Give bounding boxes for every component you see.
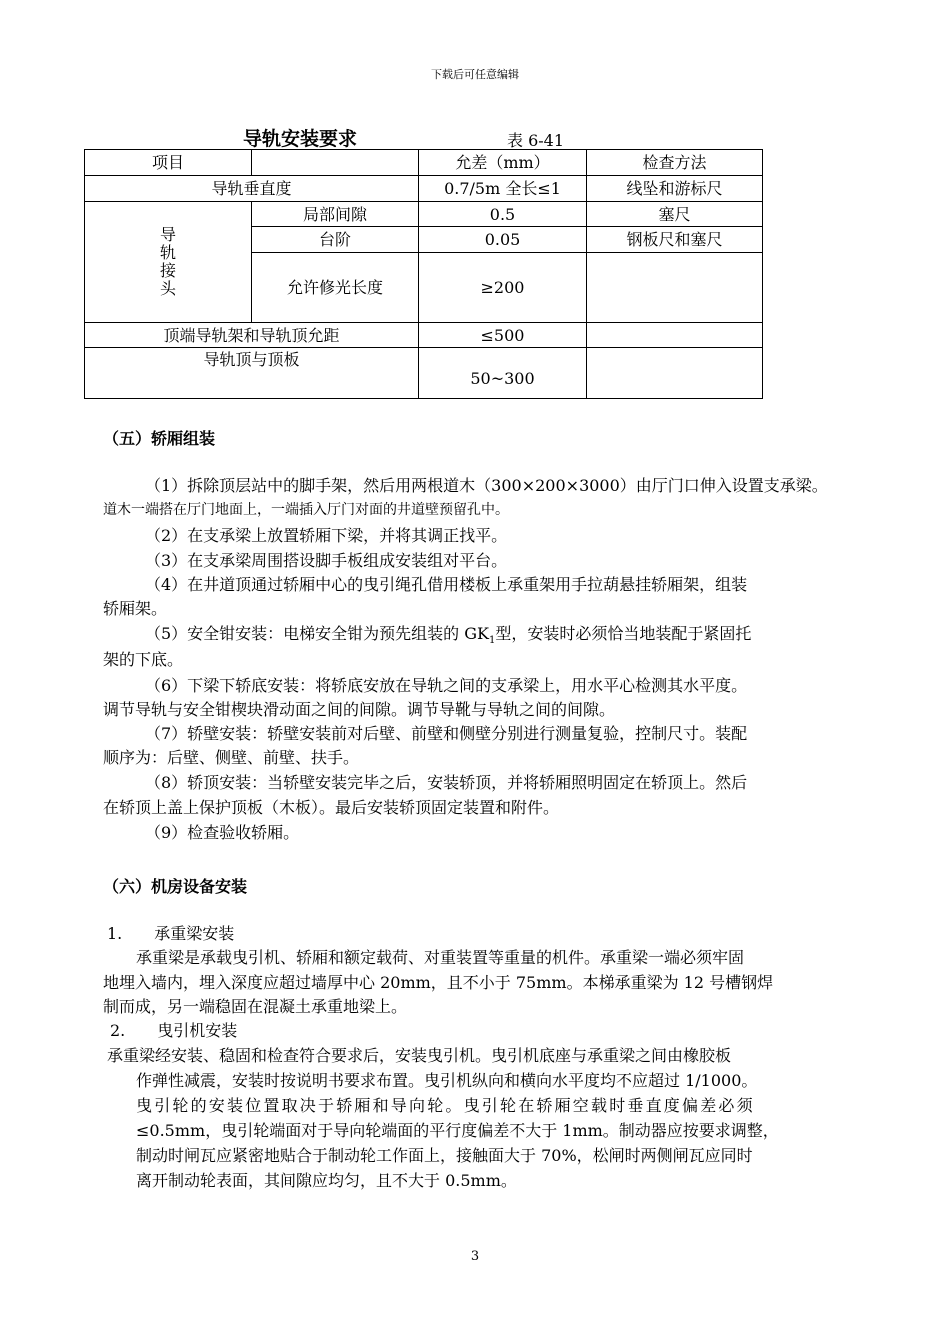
table-row bbox=[85, 323, 763, 348]
joint-char: 接 bbox=[159, 261, 176, 280]
page-number: 3 bbox=[470, 1249, 480, 1264]
cell-method: 钢板尺和塞尺 bbox=[587, 227, 763, 253]
cell-tolerance: 50~300 bbox=[419, 348, 587, 399]
cell-item: 导轨顶与顶板 bbox=[85, 348, 419, 399]
joint-char: 头 bbox=[159, 279, 176, 298]
paragraph-line: （2）在支承梁上放置轿厢下梁，并将其调正找平。 bbox=[145, 526, 508, 545]
cell-item: 允许修光长度 bbox=[252, 253, 419, 323]
paragraph-line: （4）在井道顶通过轿厢中心的曳引绳孔借用楼板上承重架用手拉葫悬挂轿厢架，组装 bbox=[145, 575, 748, 594]
section-heading: （六）机房设备安装 bbox=[103, 877, 248, 896]
paragraph-line: 在轿顶上盖上保护顶板（木板）。最后安装轿顶固定装置和附件。 bbox=[103, 798, 560, 817]
header-method: 检查方法 bbox=[587, 150, 763, 176]
header-tolerance: 允差（mm） bbox=[419, 150, 587, 176]
cell-joint-group bbox=[85, 202, 252, 323]
table-row bbox=[85, 176, 763, 202]
paragraph-line: 曳引轮的安装位置取决于轿厢和导向轮。曳引轮在轿厢空载时垂直度偏差必须 bbox=[136, 1096, 755, 1115]
cell-item: 顶端导轨架和导轨顶允距 bbox=[85, 323, 419, 348]
paragraph-line: 道木一端搭在厅门地面上，一端插入厅门对面的井道壁预留孔中。 bbox=[103, 502, 509, 518]
cell-tolerance: ≥200 bbox=[419, 253, 587, 323]
paragraph-line bbox=[145, 622, 751, 653]
header-blank bbox=[252, 150, 419, 176]
paragraph-line: 承重梁经安装、稳固和检查符合要求后，安装曳引机。曳引机底座与承重梁之间由橡胶板 bbox=[107, 1046, 732, 1065]
cell-item: 台阶 bbox=[252, 227, 419, 253]
paragraph-line: 地埋入墙内，埋入深度应超过墙厚中心 20mm，且不小于 75mm。本梯承重梁为 12 号槽钢焊 bbox=[103, 973, 774, 992]
paragraph-line: ≤0.5mm，曳引轮端面对于导向轮端面的平行度偏差不大于 1mm。制动器应按要求调整， bbox=[136, 1121, 779, 1140]
table-row bbox=[85, 348, 763, 399]
cell-tolerance: 0.7/5m 全长≤1 bbox=[419, 176, 587, 202]
cell-tolerance: 0.05 bbox=[419, 227, 587, 253]
paragraph-line: 顺序为：后壁、侧壁、前壁、扶手。 bbox=[103, 748, 360, 767]
paragraph-line: （3）在支承梁周围搭设脚手板组成安装组对平台。 bbox=[145, 551, 508, 570]
cell-tolerance: ≤500 bbox=[419, 323, 587, 348]
paragraph-line: 制而成，另一端稳固在混凝土承重地梁上。 bbox=[103, 997, 408, 1016]
paragraph-line: （7）轿壁安装：轿壁安装前对后壁、前壁和侧壁分别进行测量复验，控制尺寸。装配 bbox=[145, 724, 748, 743]
line-part: 型，安装时必须恰当地装配于紧固托 bbox=[495, 624, 752, 643]
subscript: 1 bbox=[489, 635, 496, 647]
paragraph-line: （6）下梁下轿底安装：将轿底安放在导轨之间的支承梁上，用水平心检测其水平度。 bbox=[145, 676, 748, 695]
paragraph-line: 调节导轨与安全钳楔块滑动面之间的间隙。调节导靴与导轨之间的间隙。 bbox=[103, 700, 616, 719]
table-row bbox=[85, 202, 763, 227]
header-note: 下载后可任意编辑 bbox=[431, 68, 519, 81]
paragraph-line: （9）检查验收轿厢。 bbox=[145, 823, 300, 842]
paragraph-line: （1）拆除顶层站中的脚手架，然后用两根道木（300×200×3000）由厅门口伸入设置支承梁。 bbox=[145, 476, 828, 495]
item-title: 1. 承重梁安装 bbox=[107, 924, 235, 943]
table-title: 导轨安装要求 bbox=[243, 128, 358, 150]
line-part: （5）安全钳安装：电梯安全钳为预先组装的 GK bbox=[145, 624, 490, 643]
table-header-row bbox=[85, 150, 763, 176]
joint-char: 轨 bbox=[159, 243, 176, 262]
cell-method bbox=[587, 253, 763, 323]
paragraph-line: 作弹性减震，安装时按说明书要求布置。曳引机纵向和横向水平度均不应超过 1/1000。 bbox=[136, 1071, 758, 1090]
cell-method bbox=[587, 323, 763, 348]
paragraph-line: 架的下底。 bbox=[103, 650, 184, 669]
section-heading: （五）轿厢组装 bbox=[103, 429, 216, 448]
rail-spec-table bbox=[84, 149, 763, 399]
table-number: 表 6-41 bbox=[507, 131, 565, 150]
item-title: 2. 曳引机安装 bbox=[110, 1021, 238, 1040]
paragraph-line: 制动时闸瓦应紧密地贴合于制动轮工作面上，接触面大于 70%，松闸时两侧闸瓦应同时 bbox=[136, 1146, 753, 1165]
paragraph-line: 轿厢架。 bbox=[103, 599, 168, 618]
cell-method bbox=[587, 348, 763, 399]
cell-method: 线坠和游标尺 bbox=[587, 176, 763, 202]
cell-tolerance: 0.5 bbox=[419, 202, 587, 227]
paragraph-line: 承重梁是承载曳引机、轿厢和额定载荷、对重装置等重量的机件。承重梁一端必须牢固 bbox=[136, 948, 745, 967]
cell-item: 局部间隙 bbox=[252, 202, 419, 227]
header-item: 项目 bbox=[85, 150, 252, 176]
paragraph-line: 离开制动轮表面，其间隙应均匀，且不大于 0.5mm。 bbox=[136, 1171, 517, 1190]
joint-char: 导 bbox=[159, 225, 176, 244]
cell-method: 塞尺 bbox=[587, 202, 763, 227]
paragraph-line: （8）轿顶安装：当轿壁安装完毕之后，安装轿顶，并将轿厢照明固定在轿顶上。然后 bbox=[145, 773, 748, 792]
cell-item: 导轨垂直度 bbox=[85, 176, 419, 202]
